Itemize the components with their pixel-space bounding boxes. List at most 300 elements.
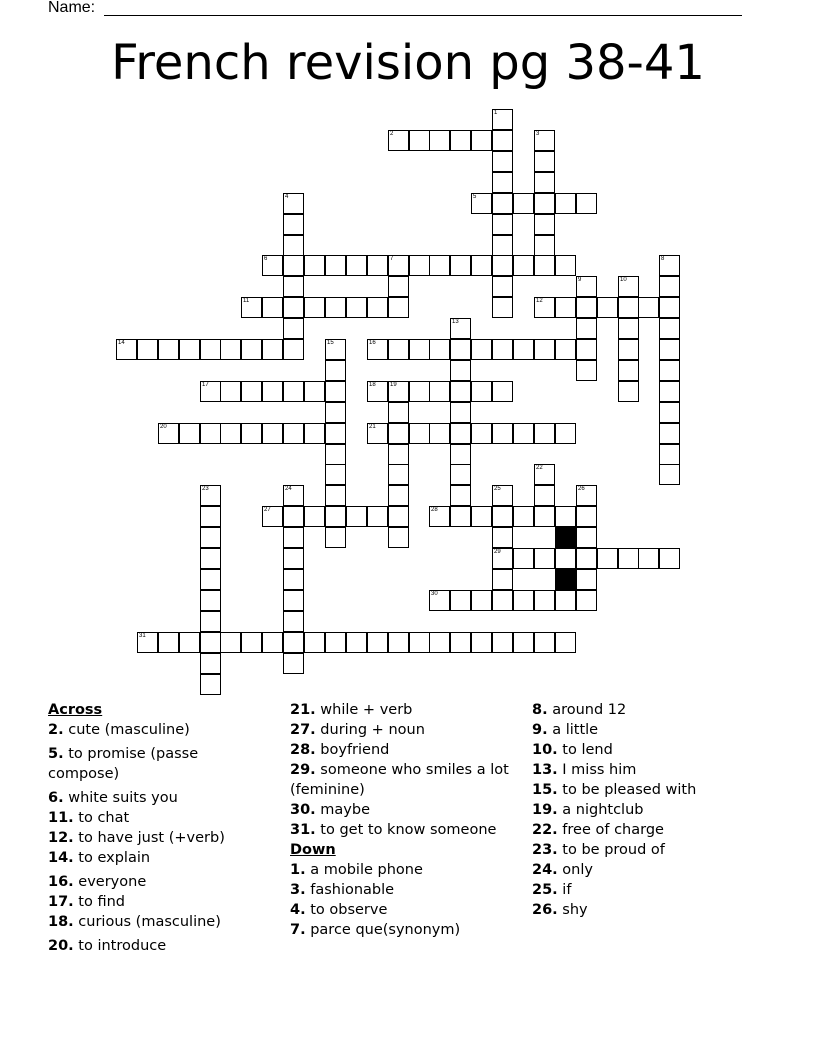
clue-num: 23. — [532, 842, 558, 858]
clue-number-label: 7 — [390, 256, 394, 262]
grid-cell[interactable] — [388, 485, 409, 506]
clue-item — [48, 936, 273, 956]
grid-cell[interactable] — [450, 485, 471, 506]
clue-item — [290, 860, 522, 880]
clue-text: during + noun — [315, 722, 425, 738]
grid-cell[interactable] — [304, 381, 325, 402]
grid-cell[interactable] — [492, 151, 513, 172]
clue-num: 18. — [48, 914, 74, 930]
grid-cell[interactable] — [471, 590, 492, 611]
grid-cell[interactable] — [450, 590, 471, 611]
grid-cell[interactable] — [304, 255, 325, 276]
grid-cell[interactable] — [513, 506, 534, 527]
grid-cell[interactable] — [200, 548, 221, 569]
grid-cell[interactable] — [597, 548, 618, 569]
clue-item — [532, 880, 752, 900]
grid-cell[interactable] — [409, 423, 430, 444]
grid-cell[interactable] — [283, 255, 304, 276]
grid-cell[interactable] — [555, 423, 576, 444]
grid-cell[interactable] — [220, 423, 241, 444]
grid-cell[interactable] — [325, 485, 346, 506]
grid-cell[interactable] — [200, 653, 221, 674]
grid-cell[interactable] — [158, 339, 179, 360]
grid-cell[interactable] — [638, 297, 659, 318]
grid-cell[interactable] — [492, 632, 513, 653]
grid-cell[interactable] — [450, 381, 471, 402]
grid-cell[interactable] — [200, 527, 221, 548]
grid-cell[interactable] — [534, 632, 555, 653]
grid-cell[interactable] — [262, 632, 283, 653]
grid-cell[interactable] — [241, 339, 262, 360]
clue-number-label: 11 — [243, 298, 250, 304]
clue-text: shy — [557, 902, 588, 918]
grid-cell[interactable] — [367, 506, 388, 527]
grid-cell[interactable] — [492, 381, 513, 402]
grid-cell[interactable] — [409, 381, 430, 402]
grid-cell[interactable] — [283, 381, 304, 402]
clue-item — [532, 800, 752, 820]
grid-cell[interactable] — [534, 193, 555, 214]
clue-item — [290, 920, 522, 940]
clue-num: 26. — [532, 902, 558, 918]
grid-cell[interactable] — [659, 423, 680, 444]
grid-cell[interactable] — [659, 402, 680, 423]
clue-item — [290, 820, 522, 840]
grid-cell[interactable] — [555, 632, 576, 653]
clue-item — [532, 840, 752, 860]
clue-number-label: 30 — [431, 591, 438, 597]
clue-text: fashionable — [305, 882, 395, 898]
grid-cell[interactable] — [659, 318, 680, 339]
down-heading: Down — [290, 842, 336, 858]
clue-column-2 — [290, 700, 522, 940]
clue-num: 1. — [290, 862, 306, 878]
clue-number-label: 8 — [661, 256, 665, 262]
grid-cell[interactable] — [471, 506, 492, 527]
grid-cell[interactable] — [283, 548, 304, 569]
grid-cell[interactable] — [576, 360, 597, 381]
grid-cell[interactable] — [262, 339, 283, 360]
clue-item — [290, 900, 522, 920]
grid-cell[interactable] — [659, 276, 680, 297]
grid-cell[interactable] — [555, 590, 576, 611]
grid-cell[interactable] — [283, 653, 304, 674]
grid-cell[interactable] — [158, 632, 179, 653]
grid-cell[interactable] — [450, 360, 471, 381]
clue-num: 9. — [532, 722, 548, 738]
grid-cell[interactable] — [492, 339, 513, 360]
clue-text: to observe — [305, 902, 388, 918]
clue-text: to find — [73, 894, 125, 910]
clue-number-label: 3 — [536, 131, 540, 137]
grid-cell[interactable] — [638, 548, 659, 569]
grid-cell[interactable] — [283, 318, 304, 339]
grid-cell[interactable] — [492, 235, 513, 256]
grid-cell[interactable] — [659, 360, 680, 381]
clue-number-label: 16 — [369, 340, 376, 346]
clue-text: parce que(synonym) — [305, 922, 461, 938]
grid-cell[interactable] — [283, 506, 304, 527]
clue-item — [48, 912, 273, 932]
grid-cell[interactable] — [304, 297, 325, 318]
grid-cell[interactable] — [179, 632, 200, 653]
clue-item — [532, 740, 752, 760]
grid-cell[interactable] — [325, 297, 346, 318]
clue-text: to get to know someone — [315, 822, 497, 838]
clue-number-label: 6 — [264, 256, 268, 262]
clue-text: a nightclub — [557, 802, 644, 818]
grid-cell[interactable] — [388, 297, 409, 318]
clue-text: to introduce — [73, 938, 167, 954]
grid-cell[interactable] — [325, 402, 346, 423]
grid-cell[interactable] — [241, 632, 262, 653]
grid-cell[interactable] — [513, 548, 534, 569]
grid-cell[interactable] — [659, 548, 680, 569]
grid-cell[interactable] — [429, 339, 450, 360]
grid-cell[interactable] — [179, 423, 200, 444]
clue-text: I miss him — [557, 762, 637, 778]
grid-cell[interactable] — [471, 339, 492, 360]
grid-cell[interactable] — [450, 423, 471, 444]
clue-text: curious (masculine) — [73, 914, 221, 930]
grid-cell[interactable] — [618, 297, 639, 318]
grid-cell[interactable] — [200, 611, 221, 632]
grid-cell[interactable] — [429, 423, 450, 444]
grid-cell[interactable] — [576, 297, 597, 318]
grid-cell[interactable] — [555, 297, 576, 318]
clue-text: to be pleased with — [557, 782, 697, 798]
clue-item — [290, 880, 522, 900]
clue-number-label: 20 — [160, 424, 167, 430]
grid-cell[interactable] — [409, 339, 430, 360]
grid-cell[interactable] — [492, 569, 513, 590]
clue-number-label: 19 — [390, 382, 397, 388]
grid-cell[interactable] — [241, 381, 262, 402]
clue-number-label: 15 — [327, 340, 334, 346]
grid-cell[interactable] — [492, 172, 513, 193]
clue-text: maybe — [315, 802, 371, 818]
grid-cell[interactable] — [450, 255, 471, 276]
clue-item — [532, 700, 752, 720]
clue-number-label: 21 — [369, 424, 376, 430]
grid-cell[interactable] — [409, 632, 430, 653]
clue-num: 4. — [290, 902, 306, 918]
grid-cell[interactable] — [534, 339, 555, 360]
grid-cell[interactable] — [325, 527, 346, 548]
grid-cell[interactable] — [200, 632, 221, 653]
grid-cell[interactable] — [534, 548, 555, 569]
clue-item — [48, 848, 273, 868]
grid-cell[interactable] — [513, 339, 534, 360]
grid-cell[interactable] — [576, 193, 597, 214]
clue-item — [48, 872, 273, 892]
clue-number-label: 28 — [431, 507, 438, 513]
grid-cell[interactable] — [325, 444, 346, 465]
grid-cell[interactable] — [492, 193, 513, 214]
grid-cell[interactable] — [618, 548, 639, 569]
grid-cell[interactable] — [325, 360, 346, 381]
grid-cell[interactable] — [388, 402, 409, 423]
grid-cell[interactable] — [555, 548, 576, 569]
clue-number-label: 17 — [202, 382, 209, 388]
grid-cell[interactable] — [471, 423, 492, 444]
grid-cell[interactable] — [659, 297, 680, 318]
clue-number-label: 1 — [494, 110, 498, 116]
grid-cell[interactable] — [388, 464, 409, 485]
clue-number-label: 24 — [285, 486, 292, 492]
grid-cell[interactable] — [283, 611, 304, 632]
grid-cell[interactable] — [492, 527, 513, 548]
grid-cell[interactable] — [325, 632, 346, 653]
grid-cell[interactable] — [618, 339, 639, 360]
grid-cell[interactable] — [409, 130, 430, 151]
grid-cell[interactable] — [534, 172, 555, 193]
clue-number-label: 14 — [118, 340, 125, 346]
grid-cell[interactable] — [492, 506, 513, 527]
grid-cell[interactable] — [137, 339, 158, 360]
grid-cell[interactable] — [304, 506, 325, 527]
clue-text: only — [557, 862, 593, 878]
grid-cell[interactable] — [492, 276, 513, 297]
grid-cell[interactable] — [492, 423, 513, 444]
grid-cell[interactable] — [200, 506, 221, 527]
grid-cell[interactable] — [367, 297, 388, 318]
grid-cell[interactable] — [450, 464, 471, 485]
clue-num: 14. — [48, 850, 74, 866]
grid-cell[interactable] — [346, 632, 367, 653]
grid-cell[interactable] — [388, 444, 409, 465]
clue-item — [532, 760, 752, 780]
clue-num: 27. — [290, 722, 316, 738]
grid-cell[interactable] — [388, 423, 409, 444]
grid-cell[interactable] — [492, 297, 513, 318]
grid-cell[interactable] — [534, 235, 555, 256]
clue-num: 2. — [48, 722, 64, 738]
grid-cell[interactable] — [576, 548, 597, 569]
grid-cell[interactable] — [450, 402, 471, 423]
grid-cell[interactable] — [283, 590, 304, 611]
clue-number-label: 12 — [536, 298, 543, 304]
grid-cell[interactable] — [325, 423, 346, 444]
grid-cell[interactable] — [200, 569, 221, 590]
grid-cell[interactable] — [534, 214, 555, 235]
clue-column-1 — [48, 700, 273, 956]
clue-text: everyone — [73, 874, 147, 890]
clue-num: 6. — [48, 790, 64, 806]
grid-cell[interactable] — [283, 297, 304, 318]
grid-cell[interactable] — [597, 297, 618, 318]
clue-text: cute (masculine) — [63, 722, 190, 738]
grid-cell[interactable] — [220, 632, 241, 653]
clue-num: 11. — [48, 810, 74, 826]
grid-cell[interactable] — [283, 276, 304, 297]
grid-cell[interactable] — [576, 339, 597, 360]
grid-cell[interactable] — [220, 339, 241, 360]
grid-cell[interactable] — [576, 318, 597, 339]
grid-cell[interactable] — [618, 381, 639, 402]
grid-cell[interactable] — [492, 590, 513, 611]
clue-item — [48, 808, 273, 828]
grid-cell[interactable] — [450, 130, 471, 151]
grid-cell[interactable] — [200, 590, 221, 611]
clue-text: a little — [547, 722, 599, 738]
grid-cell[interactable] — [304, 423, 325, 444]
clue-num: 21. — [290, 702, 316, 718]
grid-cell[interactable] — [262, 297, 283, 318]
grid-cell[interactable] — [492, 214, 513, 235]
grid-cell[interactable] — [241, 423, 262, 444]
grid-cell[interactable] — [618, 360, 639, 381]
grid-cell[interactable] — [325, 464, 346, 485]
grid-cell[interactable] — [388, 506, 409, 527]
grid-cell[interactable] — [346, 506, 367, 527]
grid-cell[interactable] — [555, 506, 576, 527]
grid-cell[interactable] — [555, 339, 576, 360]
grid-cell[interactable] — [283, 527, 304, 548]
clue-item — [290, 700, 522, 720]
grid-cell[interactable] — [534, 423, 555, 444]
grid-cell[interactable] — [534, 255, 555, 276]
grid-cell[interactable] — [659, 381, 680, 402]
grid-cell[interactable] — [388, 527, 409, 548]
clue-item — [290, 800, 522, 820]
grid-cell[interactable] — [388, 276, 409, 297]
blocked-cell — [555, 527, 576, 548]
clue-num: 24. — [532, 862, 558, 878]
clue-num: 25. — [532, 882, 558, 898]
clue-number-label: 5 — [473, 194, 477, 200]
clue-num: 12. — [48, 830, 74, 846]
grid-cell[interactable] — [450, 506, 471, 527]
clue-item — [48, 744, 273, 784]
grid-cell[interactable] — [262, 381, 283, 402]
grid-cell[interactable] — [618, 318, 639, 339]
grid-cell[interactable] — [200, 423, 221, 444]
grid-cell[interactable] — [429, 130, 450, 151]
grid-cell[interactable] — [450, 339, 471, 360]
clue-text: a mobile phone — [305, 862, 423, 878]
grid-cell[interactable] — [492, 255, 513, 276]
clue-text: to be proud of — [557, 842, 665, 858]
clue-item — [48, 828, 273, 848]
grid-cell[interactable] — [534, 590, 555, 611]
clue-num: 13. — [532, 762, 558, 778]
grid-cell[interactable] — [534, 485, 555, 506]
clue-number-label: 9 — [578, 277, 582, 283]
grid-cell[interactable] — [513, 193, 534, 214]
clue-number-label: 29 — [494, 549, 501, 555]
grid-cell[interactable] — [283, 632, 304, 653]
clue-text: to lend — [557, 742, 613, 758]
grid-cell[interactable] — [534, 151, 555, 172]
grid-cell[interactable] — [513, 632, 534, 653]
clue-num: 29. — [290, 762, 316, 778]
clue-item — [48, 720, 273, 740]
grid-cell[interactable] — [200, 674, 221, 695]
grid-cell[interactable] — [576, 506, 597, 527]
grid-cell[interactable] — [659, 464, 680, 485]
grid-cell[interactable] — [283, 423, 304, 444]
grid-cell[interactable] — [471, 381, 492, 402]
grid-cell[interactable] — [429, 632, 450, 653]
grid-cell[interactable] — [450, 632, 471, 653]
grid-cell[interactable] — [325, 381, 346, 402]
clue-num: 30. — [290, 802, 316, 818]
grid-cell[interactable] — [471, 255, 492, 276]
grid-cell[interactable] — [513, 255, 534, 276]
name-label: Name: — [48, 0, 96, 16]
grid-cell[interactable] — [325, 255, 346, 276]
clue-text: while + verb — [315, 702, 413, 718]
grid-cell[interactable] — [283, 235, 304, 256]
grid-cell[interactable] — [659, 444, 680, 465]
grid-cell[interactable] — [304, 632, 325, 653]
clue-column-3 — [532, 700, 752, 920]
clue-text: free of charge — [557, 822, 664, 838]
grid-cell[interactable] — [429, 255, 450, 276]
grid-cell[interactable] — [471, 632, 492, 653]
grid-cell[interactable] — [367, 632, 388, 653]
clue-item — [48, 788, 273, 808]
clue-item — [532, 860, 752, 880]
grid-cell[interactable] — [346, 255, 367, 276]
clue-number-label: 18 — [369, 382, 376, 388]
clue-number-label: 10 — [620, 277, 627, 283]
clue-item — [290, 720, 522, 740]
clue-num: 15. — [532, 782, 558, 798]
clue-text: around 12 — [547, 702, 627, 718]
grid-cell[interactable] — [325, 506, 346, 527]
page-title: French revision pg 38-41 — [111, 35, 705, 91]
grid-cell[interactable] — [576, 527, 597, 548]
grid-cell[interactable] — [388, 632, 409, 653]
across-heading: Across — [48, 702, 103, 718]
grid-cell[interactable] — [429, 381, 450, 402]
grid-cell[interactable] — [283, 339, 304, 360]
clue-num: 5. — [48, 746, 64, 762]
grid-cell[interactable] — [346, 297, 367, 318]
clue-number-label: 22 — [536, 465, 543, 471]
grid-cell[interactable] — [576, 590, 597, 611]
grid-cell[interactable] — [283, 569, 304, 590]
grid-cell[interactable] — [555, 255, 576, 276]
clue-num: 22. — [532, 822, 558, 838]
clue-number-label: 13 — [452, 319, 459, 325]
grid-cell[interactable] — [534, 506, 555, 527]
grid-cell[interactable] — [555, 193, 576, 214]
grid-cell[interactable] — [576, 569, 597, 590]
grid-cell[interactable] — [492, 130, 513, 151]
grid-cell[interactable] — [220, 381, 241, 402]
grid-cell[interactable] — [450, 444, 471, 465]
grid-cell[interactable] — [513, 590, 534, 611]
clue-text: to explain — [73, 850, 151, 866]
clue-num: 10. — [532, 742, 558, 758]
grid-cell[interactable] — [200, 339, 221, 360]
grid-cell[interactable] — [262, 423, 283, 444]
grid-cell[interactable] — [471, 130, 492, 151]
grid-cell[interactable] — [513, 423, 534, 444]
clue-text: someone who smiles a lot (feminine) — [290, 762, 509, 798]
grid-cell[interactable] — [367, 255, 388, 276]
grid-cell[interactable] — [388, 339, 409, 360]
grid-cell[interactable] — [659, 339, 680, 360]
grid-cell[interactable] — [283, 214, 304, 235]
grid-cell[interactable] — [179, 339, 200, 360]
clue-num: 7. — [290, 922, 306, 938]
grid-cell[interactable] — [409, 255, 430, 276]
clue-item — [290, 760, 522, 800]
